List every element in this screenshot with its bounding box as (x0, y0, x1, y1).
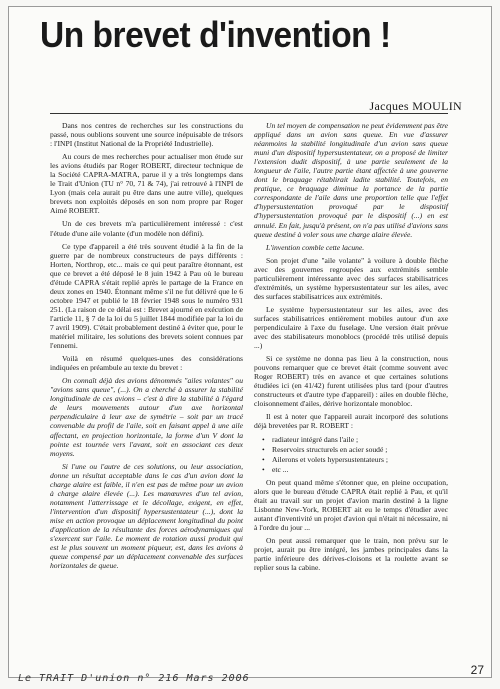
title-rule (50, 113, 448, 114)
handwritten-source-note: Le TRAIT D'union n° 216 Mars 2006 (18, 673, 250, 684)
article-author: Jacques MOULIN (369, 99, 462, 113)
paragraph: Au cours de mes recherches pour actualiser mon étude sur les avions étudiés par Roger ROBERT, directeur technique de la Société CAPRA-MATRA, parue il y a très longtemps dans le Trait d'Union (TU n° 70, 71 & 74), j'ai retrouvé à l'INPI de Lyon (mais cela aurait pu être dans une autre ville), quelques brevets non exploités déposés en son nom propre par Roger Aimé ROBERT. (50, 152, 243, 216)
patent-quote: Si l'une ou l'autre de ces solutions, ou leur association, donne un résultat acceptable dans le cas d'un avion dont la charge alaire est faible, il n'en est pas de même pour un avion à charge alaire élevée (...). Les manœuvres d'un tel avion, notamment l'atterrissage et le décollage, exigent, en effet, l'intervention d'un dispositif hypersustentateur (...), dont la mise en action provoque un déplacement longitudinal du point d'application de la résultante des forces aérodynamiques qui s'exercent sur l'aile. Le moment de rotation aussi produit qui est le plus souvent un moment piqueur, est, dans les avions à queue compensé par un déplacement convenable des surfaces horizontales de queue. (50, 461, 243, 571)
list-item: • Ailerons et volets hypersustentateurs ; (260, 455, 448, 464)
article-title: Un brevet d'invention ! (40, 14, 391, 55)
paragraph: Ce type d'appareil a été très souvent étudié à la fin de la guerre par de nombreux constructeurs de pays différents : Horten, Northrop, etc... mais ce qui peut paraître étonnant, est que ce brevet a été déposé le 8 juin 1942 à Pau où le bureau d'étude CAPRA s'était replié après le partage de la France en deux zones en 1940. Étonnant même s'il ne fut délivré que le 6 octobre 1947 et publié le 18 février 1948 sous le numéro 931 251. (La raison de ce délai est : Brevet ajourné en exécution de l'article 11, § 7 de la loi du 5 juillet 1844 modifiée par la loi du 7 avril 1909). C'était probablement destiné à éviter que, pour le matériel militaire, les solutions des brevets soient connues par l'ennemi. (50, 241, 243, 351)
paragraph: Un de ces brevets m'a particulièrement intéressé : c'est l'étude d'une aile volante (d'un modèle non défini). (50, 219, 243, 238)
paragraph: On peut aussi remarquer que le train, non prévu sur le projet, aurait pu être intégré, les jambes principales dans la partie inférieure des dérives-cloisons et la roulette avant se replier sous la cabine. (254, 535, 448, 573)
paragraph: Dans nos centres de recherches sur les constructions du passé, nous oublions souvent une source inépuisable de trésors : l'INPI (Institut National de la Propriété Industrielle). (50, 121, 243, 149)
page-number: 27 (470, 663, 484, 677)
paragraph: Son projet d'une "aile volante" à voilure à double flèche avec des gouvernes regroupées aux extrémités semble particulièrement intéressante avec des surfaces stabilisatrices d'extrémités, un système hypersustentateur sur les ailes, avec des surfaces stabilisatrices aux extrémités. (254, 255, 448, 301)
right-column (254, 121, 448, 576)
list-item: • Reservoirs structurels en acier soudé ; (260, 445, 448, 454)
paragraph: Voilà en résumé quelques-unes des considérations indiquées en préambule au texte du brevet : (50, 354, 243, 373)
patent-quote: L'invention comble cette lacune. (266, 242, 365, 252)
list-item: • radiateur intégré dans l'aile ; (260, 435, 448, 444)
list-item: • etc ... (260, 465, 448, 474)
paragraph: On peut quand même s'étonner que, en pleine occupation, alors que le bureau d'étude CAPRA était replié à Pau, et qu'il était au travail sur un projet d'avion marin destiné à la ligne Lisbonne New-York, ROBERT ait eu le temps d'étudier avec autant d'inventivité un projet d'avion qui n'était ni nécessaire, ni à l'ordre du jour ... (254, 477, 448, 532)
patent-quote: On connaît déjà des avions dénommés "ailes volantes" ou "avions sans queue", (...). On a cherché à assurer la stabilité longitudinale de ces avions – c'est à dire la stabilité à l'égard de leurs mouvements autour d'un axe horizontal perpendiculaire à leur axe de symétrie – soit par un tracé convenable du profil de l'aile, soit en faisant appel à une aile affectant, en projection horizontale, la forme d'un V dont la pointe est tournée vers l'avant, soit en associant ces deux moyens. (50, 376, 243, 458)
solutions-list (260, 435, 448, 474)
patent-quote: Un tel moyen de compensation ne peut évidemment pas être appliqué dans un avion sans queue. En vue d'assurer néanmoins la stabilité longitudinale d'un avion sans queue muni d'un dispositif hypersustentateur, on a proposé de limiter l'extension dudit dispositif, à une partie seulement de la longueur de l'aile, l'autre partie étant affectée à une gouverne dont le braquage rétablirait ladite stabilité. Toutefois, en pratique, ce braquage diminue la portance de la partie correspondante de l'aile dans une proportion telle que l'effet d'hypersustentation provoqué par le dispositif d'hypersustentation provoqué par le dispositif (...) en est annulé. En fait, jusqu'à présent, on n'a pas utilisé d'avions sans queue destiné à voler sous une charge alaire élevée. (254, 121, 448, 239)
paragraph: Il est à noter que l'appareil aurait incorporé des solutions déjà brevetées par R. ROBERT : (254, 412, 448, 431)
left-column (50, 121, 243, 574)
paragraph: Le système hypersustentateur sur les ailes, avec des surfaces stabilisatrices entièrement mobiles autour d'un axe perpendiculaire à l'axe du fuselage. Une version était prévue avec des stabilisateurs monoblocs (procédé très utilisé depuis ...) (254, 304, 448, 351)
paragraph: Si ce système ne donna pas lieu à la construction, nous pouvons remarquer que ce brevet était (comme souvent avec Roger ROBERT) très en avance et que certaines solutions étudiées ici (en 41/42) furent utilisées plus tard (pour d'autres constructeurs et d'autre type d'appareil) : ailes en double flèche, cloisonnement d'ailes, dérive horizontale monobloc. (254, 354, 448, 409)
